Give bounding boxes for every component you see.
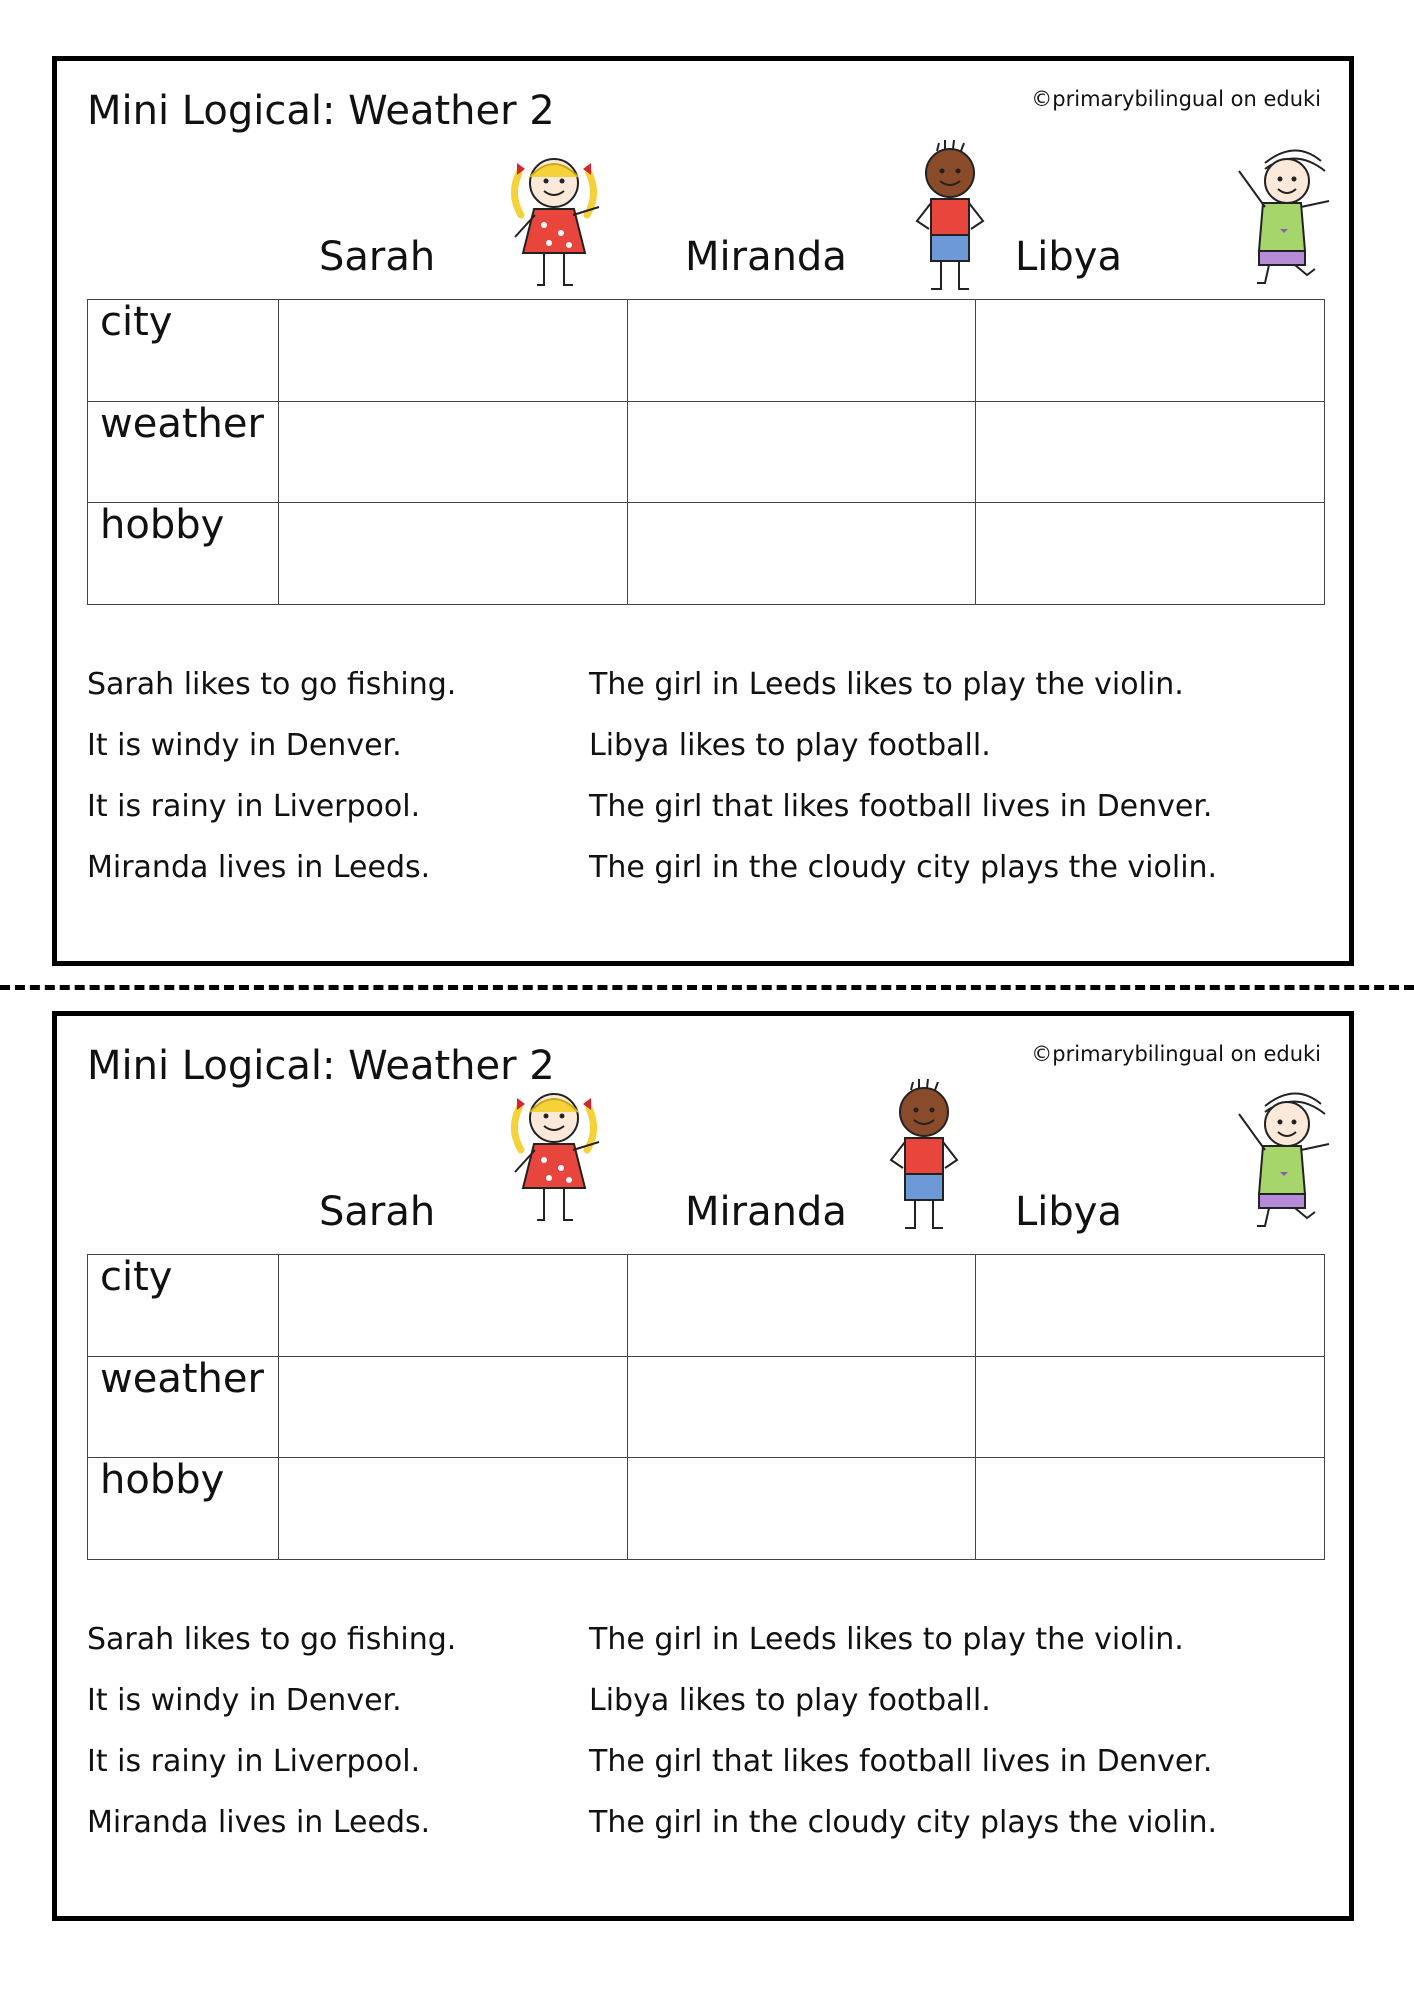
clue-right-2: Libya likes to play football. [589, 728, 991, 763]
clue-left-3: It is rainy in Liverpool. [87, 789, 421, 824]
boy-red-shirt-blue-shorts-icon [905, 137, 995, 297]
row-label-weather: weather [88, 401, 279, 503]
worksheet-card-top [52, 56, 1354, 966]
clue-right-3: The girl that likes football lives in Denver. [589, 789, 1213, 824]
worksheet-title: Mini Logical: Weather 2 [87, 88, 555, 134]
table-row [88, 1356, 1325, 1458]
grid-cell[interactable] [976, 1356, 1325, 1458]
clue-left-2: It is windy in Denver. [87, 1683, 402, 1718]
clue-right-2: Libya likes to play football. [589, 1683, 991, 1718]
clue-right-4: The girl in the cloudy city plays the violin. [589, 850, 1218, 885]
grid-cell[interactable] [627, 503, 976, 605]
character-name-libya: Libya [1015, 234, 1122, 280]
clue-left-4: Miranda lives in Leeds. [87, 850, 431, 885]
table-row [88, 401, 1325, 503]
grid-cell[interactable] [627, 1458, 976, 1560]
grid-cell[interactable] [627, 401, 976, 503]
character-name-miranda: Miranda [685, 234, 847, 280]
clue-left-1: Sarah likes to go fishing. [87, 667, 457, 702]
clue-right-3: The girl that likes football lives in Denver. [589, 1744, 1213, 1779]
girl-green-top-waving-icon [1225, 1084, 1335, 1234]
clue-left-2: It is windy in Denver. [87, 728, 402, 763]
clue-right-4: The girl in the cloudy city plays the violin. [589, 1805, 1218, 1840]
cut-line-divider [0, 985, 1414, 990]
copyright-notice: ©primarybilingual on eduki [1031, 1042, 1321, 1066]
character-name-sarah: Sarah [319, 234, 436, 280]
girl-green-top-waving-icon [1225, 141, 1335, 291]
grid-cell[interactable] [627, 300, 976, 402]
row-label-city: city [88, 1255, 279, 1357]
character-name-libya: Libya [1015, 1189, 1122, 1235]
row-label-hobby: hobby [88, 1458, 279, 1560]
row-label-hobby: hobby [88, 503, 279, 605]
grid-cell[interactable] [627, 1356, 976, 1458]
blonde-girl-red-dress-icon [499, 145, 609, 295]
grid-cell[interactable] [976, 401, 1325, 503]
clue-left-3: It is rainy in Liverpool. [87, 1744, 421, 1779]
grid-cell[interactable] [976, 1255, 1325, 1357]
row-label-city: city [88, 300, 279, 402]
grid-cell[interactable] [279, 1356, 628, 1458]
grid-cell[interactable] [976, 503, 1325, 605]
grid-cell[interactable] [627, 1255, 976, 1357]
clue-left-1: Sarah likes to go fishing. [87, 1622, 457, 1657]
clue-right-1: The girl in Leeds likes to play the violin. [589, 1622, 1184, 1657]
grid-cell[interactable] [279, 503, 628, 605]
grid-cell[interactable] [279, 300, 628, 402]
row-label-weather: weather [88, 1356, 279, 1458]
character-name-miranda: Miranda [685, 1189, 847, 1235]
clue-right-1: The girl in Leeds likes to play the violin. [589, 667, 1184, 702]
clue-left-4: Miranda lives in Leeds. [87, 1805, 431, 1840]
grid-cell[interactable] [976, 1458, 1325, 1560]
grid-cell[interactable] [279, 401, 628, 503]
boy-red-shirt-blue-shorts-icon [879, 1076, 969, 1236]
table-row [88, 503, 1325, 605]
table-row [88, 1458, 1325, 1560]
copyright-notice: ©primarybilingual on eduki [1031, 87, 1321, 111]
grid-cell[interactable] [279, 1458, 628, 1560]
worksheet-card-bottom [52, 1011, 1354, 1921]
grid-cell[interactable] [976, 300, 1325, 402]
character-name-sarah: Sarah [319, 1189, 436, 1235]
grid-cell[interactable] [279, 1255, 628, 1357]
table-row [88, 1255, 1325, 1357]
worksheet-title: Mini Logical: Weather 2 [87, 1043, 555, 1089]
logic-grid [87, 1254, 1325, 1560]
logic-grid [87, 299, 1325, 605]
blonde-girl-red-dress-icon [499, 1080, 609, 1230]
table-row [88, 300, 1325, 402]
